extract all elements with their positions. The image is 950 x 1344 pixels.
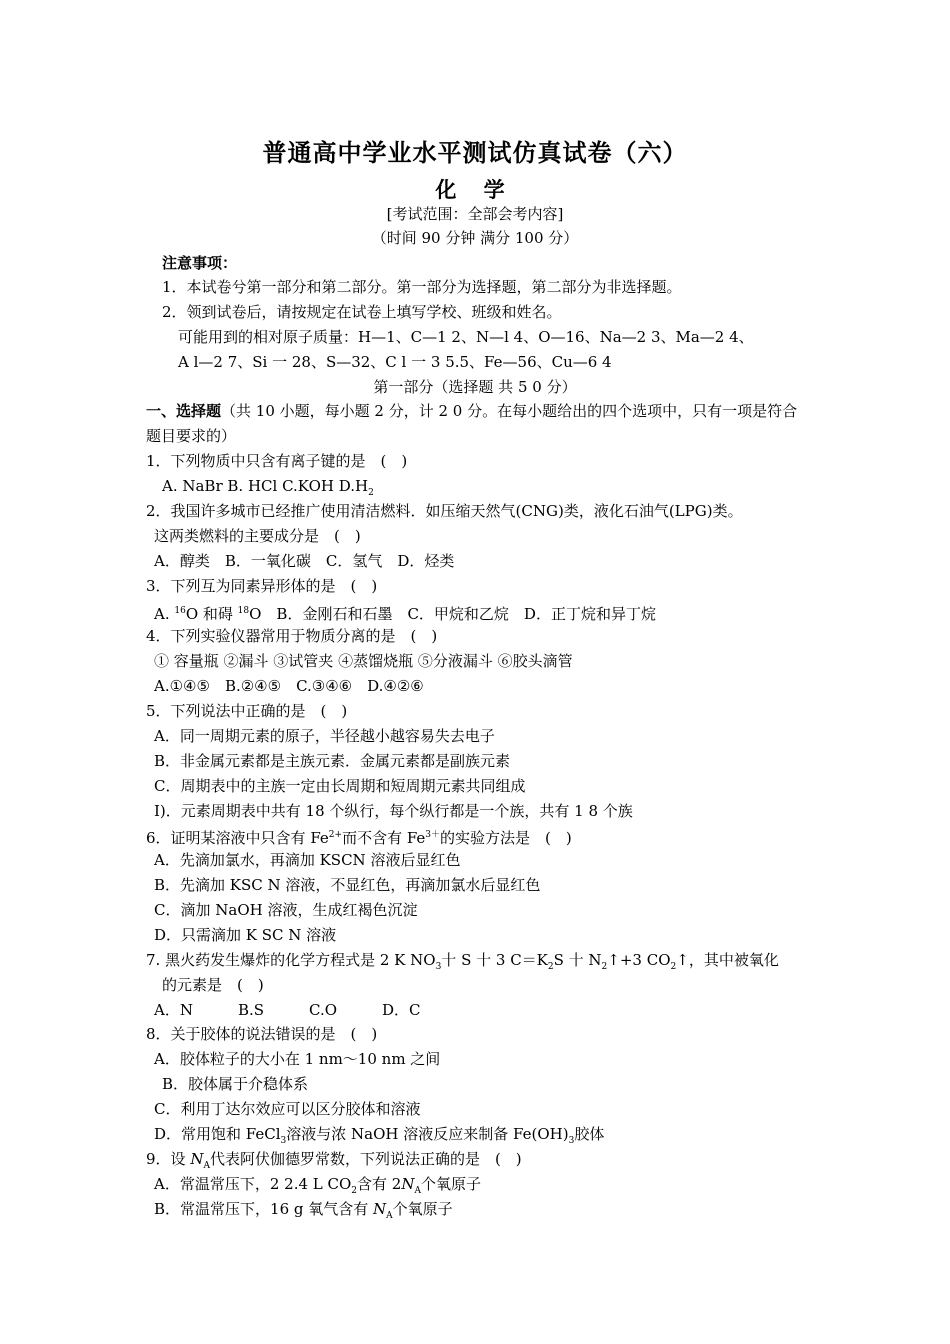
q6-stem: 6．证明某溶液中只含有 $Fe^{2+}$而不含有 $Fe^{3+}$的实验方法是 ( ) xyxy=(146,829,572,847)
q5-option-b: B．非金属元素都是主族元素．金属元素都是副族元素 xyxy=(154,752,511,770)
q7-stem: 7. 黑火药发生爆炸的化学方程式是 2 K $NO_3$十 S 十 3 $C=K_2S$ 十 $N_2↑+3$ $CO_2↑$，其中被氧化 xyxy=(146,951,779,972)
atomic-mass-line-2: A l—2 7、Si 一 28、S—32、C l 一 3 5.5、Fe—56、Cu—6 4 xyxy=(178,353,612,371)
page-title: 普通高中学业水平测试仿真试卷（六） xyxy=(262,138,688,167)
part1-heading: 第一部分（选择题 共 5 0 分） xyxy=(373,378,577,396)
q9-option-b: B．常温常压下，16 g 氧气含有 $N_A$个氧原子 xyxy=(154,1200,453,1221)
notes-item-1: 1．本试卷兮第一部分和第二部分。第一部分为选择题，第二部分为非选择题。 xyxy=(162,278,682,296)
q8-option-a: A．胶体粒子的大小在 1 nm～10 nm 之间 xyxy=(154,1050,441,1068)
q8-option-b: B．胶体属于介稳体系 xyxy=(162,1075,309,1093)
q1-stem: 1．下列物质中只含有离子键的是 ( ) xyxy=(146,452,408,470)
section-label: 一、选择题 xyxy=(146,402,222,420)
q4-stem: 4．下列实验仪器常用于物质分离的是 ( ) xyxy=(146,627,438,645)
exam-time: （时间 90 分钟 满分 100 分） xyxy=(371,229,579,247)
q5-stem: 5．下列说法中正确的是 ( ) xyxy=(146,702,348,720)
q7-options: A．N B.S C.O D．C xyxy=(154,1001,421,1019)
q6-option-d: D．只需滴加 K SC N 溶液 xyxy=(154,926,337,944)
q3-options: A. $^{16}$O 和碍 $^{18}$O B．金刚石和石墨 C．甲烷和乙烷 D．正丁烷和异丁烷 xyxy=(154,605,656,623)
q5-option-c: C．周期表中的主族一定由长周期和短周期元素共同组成 xyxy=(154,777,526,795)
q6-option-c: C．滴加 NaOH 溶液，生成红褐色沉淀 xyxy=(154,901,418,919)
subject-title: 化 学 xyxy=(435,177,515,202)
q5-option-a: A．同一周期元素的原子，半径越小越容易失去电子 xyxy=(154,727,495,745)
q5-option-d: I)．元素周期表中共有 18 个纵行，每个纵行都是一个族，共有 1 8 个族 xyxy=(154,802,633,820)
atomic-mass-line-1: 可能用到的相对原子质量：H—1、C—1 2、N—l 4、O—16、Na—2 3、Ma—2 4、 xyxy=(178,328,754,346)
notes-heading: 注意事项： xyxy=(162,254,238,272)
q8-stem: 8．关于胶体的说法错误的是 ( ) xyxy=(146,1025,378,1043)
section-instructions xyxy=(146,401,797,421)
q6-option-a: A．先滴加氯水，再滴加 KSCN 溶液后显红色 xyxy=(154,851,461,869)
q7-stem-cont: 的元素是 ( ) xyxy=(162,976,264,994)
section-desc: （共 10 小题，每小题 2 分，计 2 0 分。在每小题给出的四个选项中，只有一项是符合 xyxy=(221,402,798,420)
section-desc-cont: 题目要求的） xyxy=(146,427,237,445)
q4-options: A.①④⑤ B.②④⑤ C.③④⑥ D.④②⑥ xyxy=(154,677,424,695)
q4-items: ① 容量瓶 ②漏斗 ③试管夹 ④蒸馏烧瓶 ⑤分液漏斗 ⑥胶头滴管 xyxy=(154,652,573,670)
notes-item-2: 2．领到试卷后，请按规定在试卷上填写学校、班级和姓名。 xyxy=(162,303,562,321)
q1-options: A. NaBr B. HCl C.KOH $D.H_2$ xyxy=(162,477,374,498)
q3-stem: 3．下列互为同素异形体的是 ( ) xyxy=(146,577,378,595)
q8-option-d: D．常用饱和 FeCl$_3$溶液与浓 NaOH 溶液反应来制备 $Fe(OH)_3$胶体 xyxy=(154,1125,605,1146)
q2-stem-cont: 这两类燃料的主要成分是 ( ) xyxy=(154,527,361,545)
q9-stem: 9．设 $N_A$代表阿伏伽德罗常数，下列说法正确的是 ( ) xyxy=(146,1150,522,1171)
exam-scope: [考试范围：全部会考内容] xyxy=(386,205,564,223)
q6-option-b: B．先滴加 KSC N 溶液，不显红色，再滴加氯水后显红色 xyxy=(154,876,541,894)
q8-option-c: C．利用丁达尔效应可以区分胶体和溶液 xyxy=(154,1100,421,1118)
q2-options: A．醇类 B．一氧化碳 C．氢气 D．烃类 xyxy=(154,552,455,570)
q9-option-a: A．常温常压下，2 2.4 L $CO_2$含有 $2N_A$个氧原子 xyxy=(154,1175,481,1196)
q2-stem: 2．我国许多城市已经推广使用清洁燃料．如压缩天然气(CNG)类，液化石油气(LPG)类。 xyxy=(146,502,743,520)
